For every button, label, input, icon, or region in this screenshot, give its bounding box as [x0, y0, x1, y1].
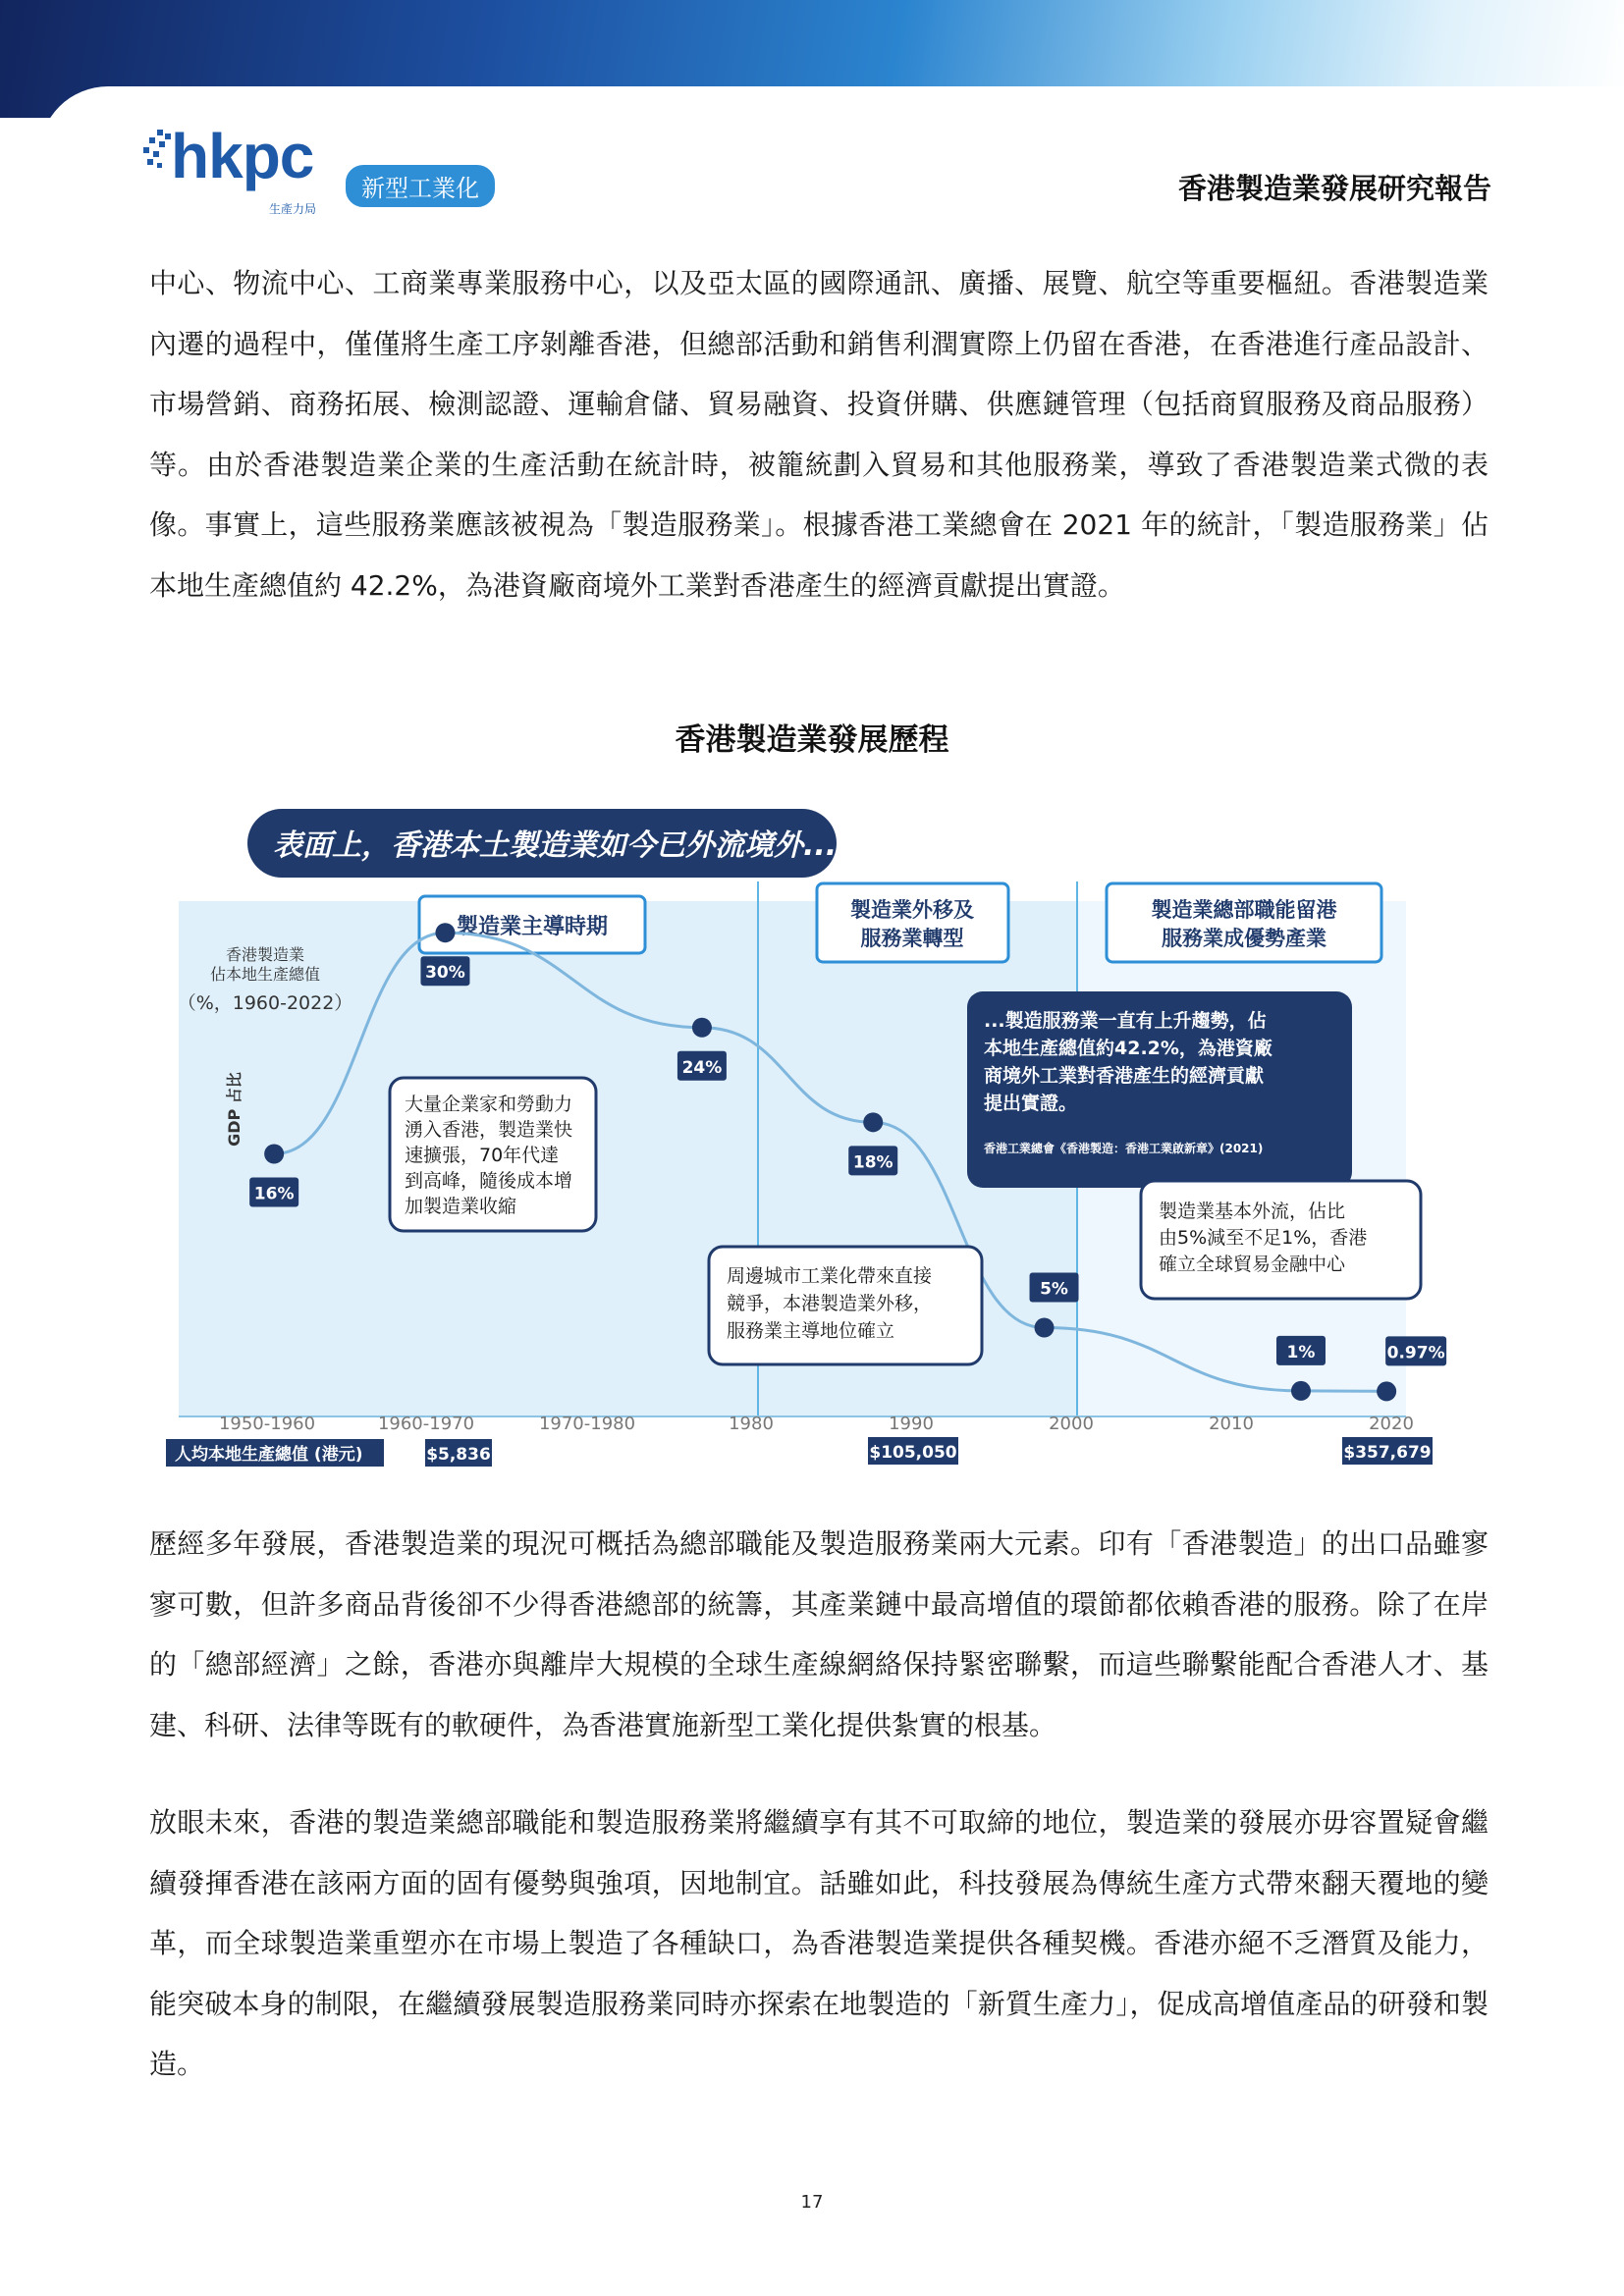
x-tick-1990: 1990: [889, 1414, 934, 1434]
chart-title: 表面上，香港本土製造業如今已外流境外...: [273, 828, 838, 863]
data-point-4: [1035, 1318, 1055, 1338]
logo-tag: 新型工業化: [346, 165, 495, 207]
annotation-3-source: 香港工業總會《香港製造：香港工業啟新章》(2021): [984, 1142, 1264, 1155]
annotation-3-line4: 提出實證。: [984, 1093, 1078, 1114]
page-number: 17: [800, 2192, 824, 2213]
data-label-1: 30%: [425, 963, 465, 984]
gdp-value-3: $357,679: [1343, 1443, 1432, 1463]
annotation-3: [967, 991, 1352, 1188]
hkpc-logo: [143, 121, 516, 216]
x-tick-1980: 1980: [729, 1414, 774, 1434]
annotation-4: [1141, 1181, 1421, 1299]
chart: [159, 803, 1455, 1480]
data-point-3: [863, 1112, 883, 1132]
annotation-1-line2: 湧入香港，製造業快: [405, 1119, 573, 1141]
data-label-3: 18%: [852, 1152, 893, 1173]
gdp-value-1: $5,836: [426, 1445, 491, 1465]
data-label-0: 16%: [253, 1184, 295, 1204]
data-label-6: 0.97%: [1386, 1343, 1445, 1363]
data-point-0: [264, 1145, 284, 1164]
period-1-label: 製造業主導時期: [456, 915, 609, 939]
annotation-3-line2: 本地生產總值約42.2%，為港資廠: [984, 1038, 1272, 1059]
header-banner: [0, 0, 1624, 118]
period-3-label-line2: 服務業成優勢產業: [1162, 927, 1326, 950]
data-point-6: [1377, 1381, 1396, 1401]
annotation-1: [390, 1078, 596, 1231]
annotation-4-line1: 製造業基本外流，佔比: [1159, 1201, 1346, 1222]
x-tick-2010: 2010: [1209, 1414, 1254, 1434]
x-tick-2020: 2020: [1369, 1414, 1414, 1434]
series-label-line3: （%，1960-2022）: [177, 992, 353, 1014]
logo-subtitle: 生產力局: [269, 202, 317, 216]
gdp-per-capita-label: 人均本地生產總值 (港元): [175, 1445, 363, 1465]
data-label-2: 24%: [681, 1057, 723, 1078]
annotation-1-line4: 到高峰，隨後成本增: [405, 1170, 573, 1192]
x-tick-1970-1980: 1970-1980: [538, 1414, 636, 1434]
data-point-5: [1291, 1381, 1311, 1401]
logo-text: hkpc: [171, 121, 314, 191]
annotation-4-line3: 確立全球貿易金融中心: [1159, 1254, 1346, 1275]
period-box-2: [817, 883, 1008, 962]
annotation-3-line1: ...製造服務業一直有上升趨勢，佔: [984, 1010, 1267, 1032]
paragraph-1: 中心、物流中心、工商業專業服務中心，以及亞太區的國際通訊、廣播、展覽、航空等重要樞紐。香港製造業內遷的過程中，僅僅將生產工序剝離香港，但總部活動和銷售利潤實際上仍留在香港，在香港進行產品設計、市場營銷、商務拓展、檢測認證、運輸倉儲、貿易融資、投資併購、供應鏈管理（包括商貿服務及商品服務）等。由於香港製造業企業的生產活動在統計時，被籠統劃入貿易和其他服務業，導致了香港製造業式微的表像。事實上，這些服務業應該被視為「製造服務業」。根據香港工業總會在 2021 年的統計，「製造服務業」佔本地生產總值約 42.2%，為港資廠商境外工業對香港產生的經濟貢獻提出實證。: [149, 267, 1489, 602]
annotation-1-line5: 加製造業收縮: [405, 1196, 517, 1217]
period-box-3: [1107, 883, 1381, 962]
series-label-line2: 佔本地生產總值: [209, 965, 321, 984]
paragraph-3: 放眼未來，香港的製造業總部職能和製造服務業將繼續享有其不可取締的地位，製造業的發展亦毋容置疑會繼續發揮香港在該兩方面的固有優勢與強項，因地制宜。話雖如此，科技發展為傳統生產方式帶來翻天覆地的變革，而全球製造業重塑亦在市場上製造了各種缺口，為香港製造業提供各種契機。香港亦絕不乏潛質及能力，能突破本身的制限，在繼續發展製造服務業同時亦探索在地製造的「新質生產力」，促成高增值產品的研發和製造。: [149, 1806, 1489, 2080]
annotation-2-line1: 周邊城市工業化帶來直接: [727, 1265, 933, 1287]
annotation-2-line2: 競爭，本港製造業外移，: [727, 1293, 933, 1314]
x-tick-1950-1960: 1950-1960: [218, 1414, 316, 1434]
annotation-2: [709, 1247, 982, 1364]
annotation-3-line3: 商境外工業對香港產生的經濟貢獻: [984, 1065, 1265, 1087]
period-box-1: [419, 896, 645, 953]
period-3-label-line1: 製造業總部職能留港: [1151, 898, 1337, 922]
paragraph-2: 歷經多年發展，香港製造業的現況可概括為總部職能及製造服務業兩大元素。印有「香港製造」的出口品雖寥寥可數，但許多商品背後卻不少得香港總部的統籌，其產業鏈中最高增值的環節都依賴香港的服務。除了在岸的「總部經濟」之餘，香港亦與離岸大規模的全球生產線網絡保持緊密聯繫，而這些聯繫能配合香港人才、基建、科研、法律等既有的軟硬件，為香港實施新型工業化提供紮實的根基。: [149, 1527, 1489, 1741]
period-2-label-line2: 服務業轉型: [860, 927, 964, 950]
annotation-4-line2: 由5%減至不足1%，香港: [1159, 1227, 1368, 1249]
gdp-value-2: $105,050: [869, 1443, 957, 1463]
period-2-label-line1: 製造業外移及: [850, 898, 974, 922]
section-title: 香港製造業發展歷程: [675, 722, 949, 758]
data-point-2: [692, 1018, 712, 1038]
data-point-1: [435, 923, 455, 942]
series-label-line1: 香港製造業: [225, 945, 305, 964]
annotation-1-line1: 大量企業家和勞動力: [405, 1094, 573, 1115]
data-label-5: 1%: [1286, 1342, 1316, 1362]
annotation-2-line3: 服務業主導地位確立: [727, 1320, 895, 1342]
x-tick-2000: 2000: [1049, 1414, 1094, 1434]
report-title: 香港製造業發展研究報告: [1177, 172, 1491, 205]
annotation-1-line3: 速擴張，70年代達: [405, 1145, 560, 1166]
banner-curve: [39, 86, 1624, 118]
x-tick-1960-1970: 1960-1970: [377, 1414, 475, 1434]
data-label-4: 5%: [1040, 1279, 1068, 1300]
y-axis-label: GDP 占比: [225, 1072, 244, 1147]
